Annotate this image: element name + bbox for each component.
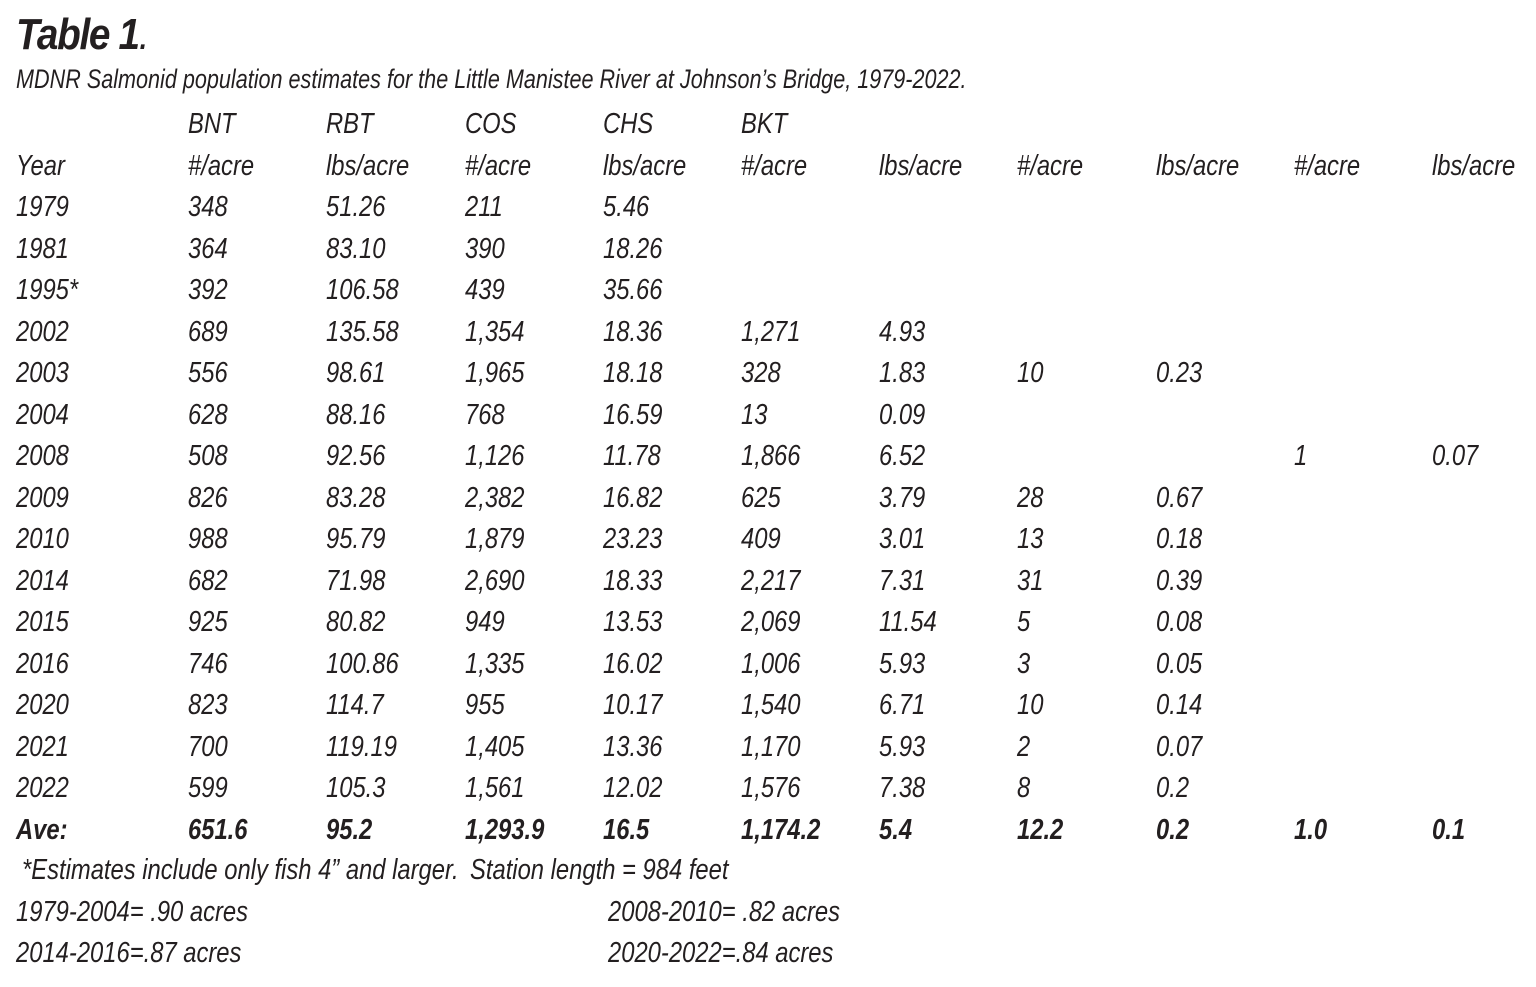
value-cell: 1,170 <box>741 730 801 763</box>
table-row <box>0 187 1536 228</box>
value-cell: 6.52 <box>879 440 926 472</box>
value-cell: 5 <box>1017 606 1031 638</box>
value-cell: 409 <box>741 523 781 555</box>
value-cell: 0.05 <box>1156 647 1203 680</box>
value-cell: 83.28 <box>326 481 386 514</box>
value-cell: lbs/acre <box>1156 149 1240 182</box>
species-header-row <box>0 104 1536 145</box>
value-cell: 3 <box>1017 647 1031 680</box>
value-cell: 949 <box>465 606 505 638</box>
year-cell: 2003 <box>16 357 69 389</box>
value-cell: 16.59 <box>603 398 663 431</box>
year-cell: 2016 <box>16 647 69 680</box>
value-cell: 0.2 <box>1156 813 1190 846</box>
value-cell: 1,335 <box>465 647 525 680</box>
value-cell: 0.18 <box>1156 523 1203 555</box>
value-cell: 135.58 <box>326 315 399 348</box>
value-cell: #/acre <box>1294 149 1361 182</box>
value-cell: 4.93 <box>879 315 926 348</box>
value-cell: 556 <box>188 357 228 389</box>
value-cell: 689 <box>188 315 228 348</box>
value-cell: 1,540 <box>741 689 801 721</box>
value-cell: 1 <box>1294 440 1308 472</box>
table-row <box>0 685 1536 726</box>
value-cell: 2,069 <box>741 606 801 638</box>
value-cell: 390 <box>465 232 505 265</box>
table-row <box>0 270 1536 311</box>
value-cell: 100.86 <box>326 647 399 680</box>
value-cell: 1,006 <box>741 647 801 680</box>
value-cell: 1,126 <box>465 440 525 472</box>
value-cell: 3.79 <box>879 481 926 514</box>
value-cell: lbs/acre <box>879 149 963 182</box>
value-cell: 114.7 <box>326 689 384 721</box>
value-cell: 1,405 <box>465 730 525 763</box>
value-cell: 12.2 <box>1017 813 1064 846</box>
value-cell: 0.08 <box>1156 606 1203 638</box>
value-cell: #/acre <box>741 149 808 182</box>
value-cell: 10.17 <box>603 689 663 721</box>
value-cell: BKT <box>741 108 788 140</box>
year-cell: Year <box>16 149 65 182</box>
value-cell: 599 <box>188 772 228 804</box>
value-cell: COS <box>465 108 517 140</box>
value-cell: 508 <box>188 440 228 472</box>
value-cell: #/acre <box>188 149 255 182</box>
value-cell: 2,690 <box>465 564 525 597</box>
value-cell: 0.1 <box>1432 813 1466 846</box>
value-cell: 0.07 <box>1432 440 1479 472</box>
table-title: Table 1. <box>16 10 149 59</box>
year-cell: 1995* <box>16 274 79 306</box>
table-row <box>0 768 1536 809</box>
value-cell: 768 <box>465 398 505 431</box>
footnote-acres-2008-2010: 2008-2010= .82 acres <box>608 896 841 928</box>
value-cell: 826 <box>188 481 228 514</box>
table-row <box>0 353 1536 394</box>
value-cell: 1.83 <box>879 357 926 389</box>
value-cell: 1,354 <box>465 315 525 348</box>
table-row <box>0 727 1536 768</box>
value-cell: 211 <box>465 191 503 223</box>
value-cell: #/acre <box>1017 149 1084 182</box>
table-row <box>0 436 1536 477</box>
value-cell: #/acre <box>465 149 532 182</box>
value-cell: BNT <box>188 108 236 140</box>
table-row <box>0 229 1536 270</box>
value-cell: 0.2 <box>1156 772 1190 804</box>
value-cell: 3.01 <box>879 523 926 555</box>
table-row <box>0 395 1536 436</box>
value-cell: 11.78 <box>603 440 661 472</box>
value-cell: 746 <box>188 647 228 680</box>
value-cell: 682 <box>188 564 228 597</box>
table-row <box>0 644 1536 685</box>
value-cell: 10 <box>1017 689 1044 721</box>
footnote-acres-1979-2004: 1979-2004= .90 acres <box>16 896 249 928</box>
value-cell: 2,382 <box>465 481 525 514</box>
value-cell: 31 <box>1017 564 1044 597</box>
value-cell: 439 <box>465 274 505 306</box>
value-cell: 328 <box>741 357 781 389</box>
value-cell: 625 <box>741 481 781 514</box>
year-cell: 2008 <box>16 440 69 472</box>
year-cell: 1979 <box>16 191 69 223</box>
value-cell: 0.39 <box>1156 564 1203 597</box>
value-cell: 16.02 <box>603 647 663 680</box>
value-cell: 16.5 <box>603 813 650 846</box>
value-cell: 348 <box>188 191 228 223</box>
year-cell: 2014 <box>16 564 69 597</box>
value-cell: 5.93 <box>879 647 926 680</box>
unit-header-row <box>0 146 1536 187</box>
value-cell: 5.93 <box>879 730 926 763</box>
value-cell: 13 <box>741 398 768 431</box>
value-cell: 628 <box>188 398 228 431</box>
value-cell: 0.23 <box>1156 357 1203 389</box>
value-cell: 651.6 <box>188 813 248 846</box>
value-cell: 95.79 <box>326 523 386 555</box>
table-row <box>0 478 1536 519</box>
value-cell: 0.67 <box>1156 481 1203 514</box>
table-caption: MDNR Salmonid population estimates for the Little Manistee River at Johnson’s Bridge, 1979-2022. <box>16 64 967 94</box>
value-cell: 0.09 <box>879 398 926 431</box>
value-cell: 1,879 <box>465 523 525 555</box>
value-cell: 1,965 <box>465 357 525 389</box>
value-cell: 955 <box>465 689 505 721</box>
value-cell: 7.31 <box>879 564 926 597</box>
value-cell: 12.02 <box>603 772 663 804</box>
value-cell: 92.56 <box>326 440 386 472</box>
value-cell: 7.38 <box>879 772 926 804</box>
year-cell: 2015 <box>16 606 69 638</box>
value-cell: 1,576 <box>741 772 801 804</box>
footnote-acres-2020-2022: 2020-2022=.84 acres <box>608 937 834 969</box>
value-cell: 5.4 <box>879 813 913 846</box>
value-cell: 71.98 <box>326 564 386 597</box>
value-cell: 18.36 <box>603 315 663 348</box>
year-cell: 2022 <box>16 772 69 804</box>
value-cell: 1.0 <box>1294 813 1328 846</box>
year-cell: 2020 <box>16 689 69 721</box>
year-cell: Ave: <box>16 813 68 846</box>
year-cell: 2002 <box>16 315 69 348</box>
value-cell: 18.18 <box>603 357 663 389</box>
value-cell: lbs/acre <box>603 149 687 182</box>
value-cell: 83.10 <box>326 232 386 265</box>
value-cell: 1,271 <box>741 315 801 348</box>
value-cell: 95.2 <box>326 813 373 846</box>
value-cell: 364 <box>188 232 228 265</box>
value-cell: 0.14 <box>1156 689 1203 721</box>
value-cell: 13.36 <box>603 730 663 763</box>
value-cell: 10 <box>1017 357 1044 389</box>
table-row <box>0 561 1536 602</box>
value-cell: lbs/acre <box>326 149 410 182</box>
value-cell: 988 <box>188 523 228 555</box>
value-cell: 18.33 <box>603 564 663 597</box>
value-cell: 80.82 <box>326 606 386 638</box>
value-cell: 8 <box>1017 772 1031 804</box>
value-cell: 5.46 <box>603 191 650 223</box>
value-cell: 23.23 <box>603 523 663 555</box>
value-cell: 18.26 <box>603 232 663 265</box>
value-cell: 925 <box>188 606 228 638</box>
footnote-estimates: *Estimates include only fish 4” and larger. <box>22 854 459 886</box>
value-cell: 1,561 <box>465 772 525 804</box>
value-cell: 119.19 <box>326 730 397 763</box>
table-row <box>0 312 1536 353</box>
value-cell: lbs/acre <box>1432 149 1516 182</box>
value-cell: 2 <box>1017 730 1031 763</box>
value-cell: 0.07 <box>1156 730 1203 763</box>
value-cell: 392 <box>188 274 228 306</box>
value-cell: 1,293.9 <box>465 813 545 846</box>
footnote-acres-2014-2016: 2014-2016=.87 acres <box>16 937 242 969</box>
value-cell: 1,866 <box>741 440 801 472</box>
value-cell: 51.26 <box>326 191 386 223</box>
year-cell: 2009 <box>16 481 69 514</box>
value-cell: 6.71 <box>879 689 926 721</box>
value-cell: 1,174.2 <box>741 813 821 846</box>
value-cell: CHS <box>603 108 654 140</box>
year-cell: 2004 <box>16 398 69 431</box>
value-cell: 28 <box>1017 481 1044 514</box>
value-cell: 88.16 <box>326 398 386 431</box>
value-cell: 2,217 <box>741 564 801 597</box>
value-cell: 700 <box>188 730 228 763</box>
year-cell: 2010 <box>16 523 69 555</box>
table-row <box>0 602 1536 643</box>
value-cell: 98.61 <box>326 357 386 389</box>
footnote-station-length: Station length = 984 feet <box>470 854 729 886</box>
table-row <box>0 519 1536 560</box>
value-cell: 16.82 <box>603 481 663 514</box>
average-row <box>0 810 1536 851</box>
value-cell: 106.58 <box>326 274 399 306</box>
value-cell: 13.53 <box>603 606 663 638</box>
value-cell: 823 <box>188 689 228 721</box>
value-cell: 13 <box>1017 523 1044 555</box>
value-cell: 11.54 <box>879 606 937 638</box>
value-cell: 35.66 <box>603 274 663 306</box>
value-cell: RBT <box>326 108 374 140</box>
year-cell: 2021 <box>16 730 69 763</box>
year-cell: 1981 <box>16 232 69 265</box>
value-cell: 105.3 <box>326 772 386 804</box>
